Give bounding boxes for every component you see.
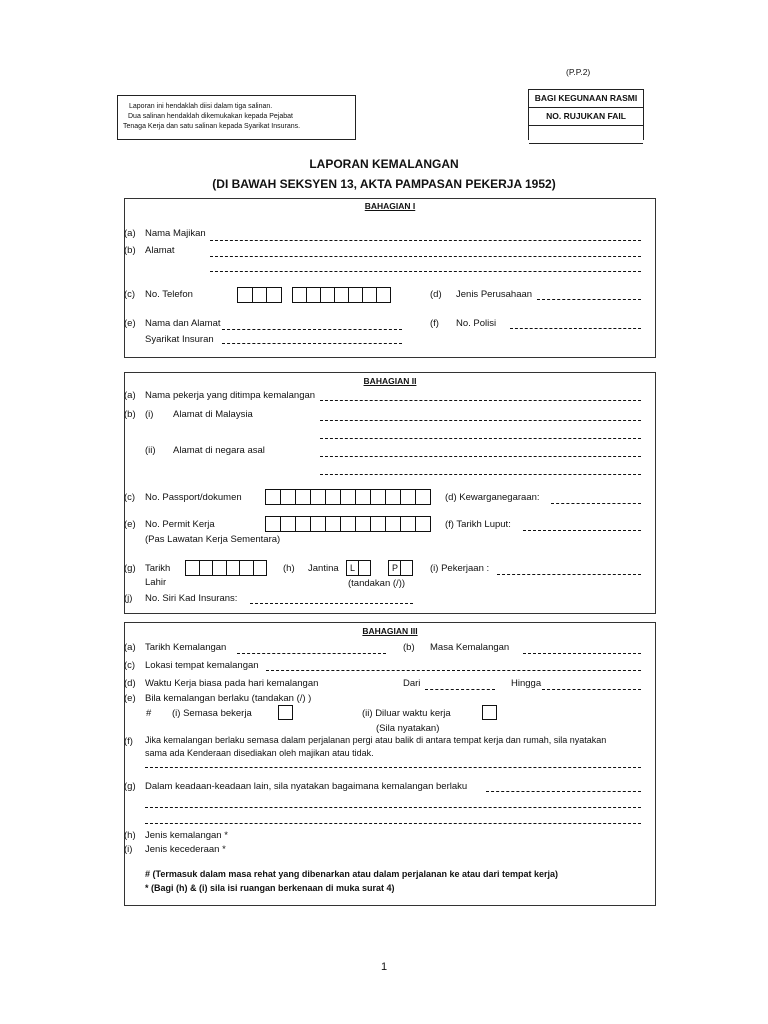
address-field-1[interactable] bbox=[210, 256, 641, 257]
character-box[interactable] bbox=[296, 490, 311, 504]
instruction-line: Tenaga Kerja dan satu salinan kepada Syarikat Insurans. bbox=[123, 123, 301, 130]
item-index: (f) bbox=[124, 736, 133, 747]
work-permit-boxes[interactable] bbox=[265, 516, 431, 532]
form-code: (P.P.2) bbox=[566, 67, 591, 77]
item-index: (h) bbox=[283, 563, 295, 574]
to-label: Hingga bbox=[511, 678, 542, 689]
character-box[interactable] bbox=[326, 517, 341, 531]
item-index: (f) bbox=[430, 318, 439, 329]
character-box[interactable] bbox=[371, 517, 386, 531]
character-box[interactable] bbox=[238, 288, 253, 302]
item-index: (a) bbox=[124, 390, 136, 401]
instructions-box bbox=[117, 95, 356, 140]
character-box[interactable] bbox=[321, 288, 335, 302]
character-box[interactable] bbox=[341, 517, 356, 531]
character-box[interactable] bbox=[200, 561, 214, 575]
work-permit-sublabel: (Pas Lawatan Kerja Sementara) bbox=[145, 534, 281, 545]
from-label: Dari bbox=[403, 678, 421, 689]
accident-time-label: Masa Kemalangan bbox=[430, 642, 510, 653]
item-index: (b) bbox=[403, 642, 415, 653]
insurance-card-field[interactable] bbox=[250, 603, 413, 604]
when-occurred-label: Bila kemalangan berlaku (tandakan (/) ) bbox=[145, 693, 312, 704]
item-index: (c) bbox=[124, 289, 136, 300]
file-ref-value[interactable] bbox=[529, 126, 643, 144]
work-permit-label: No. Permit Kerja bbox=[145, 519, 215, 530]
section-heading: BAHAGIAN III bbox=[362, 626, 418, 636]
page-number: 1 bbox=[381, 961, 388, 973]
accident-date-field[interactable] bbox=[237, 653, 386, 654]
page-subtitle: (DI BAWAH SEKSYEN 13, AKTA PAMPASAN PEKERJA 1952) bbox=[212, 177, 556, 191]
item-index: (e) bbox=[124, 519, 136, 530]
industry-type-label: Jenis Perusahaan bbox=[456, 289, 533, 300]
official-heading: BAGI KEGUNAAN RASMI bbox=[529, 90, 643, 108]
home-address-field-1[interactable] bbox=[320, 456, 641, 457]
character-box[interactable] bbox=[326, 490, 341, 504]
gender-male-box[interactable] bbox=[346, 560, 371, 576]
home-address-field-2[interactable] bbox=[320, 474, 641, 475]
insurance-card-label: No. Siri Kad Insurans: bbox=[145, 593, 238, 604]
character-box[interactable] bbox=[363, 288, 377, 302]
accident-date-label: Tarikh Kemalangan bbox=[145, 642, 227, 653]
character-box[interactable] bbox=[356, 490, 371, 504]
character-box[interactable] bbox=[349, 288, 363, 302]
from-field[interactable] bbox=[425, 689, 495, 690]
expiry-date-label: (f) Tarikh Luput: bbox=[445, 519, 511, 530]
character-box[interactable] bbox=[186, 561, 200, 575]
character-box[interactable] bbox=[254, 561, 268, 575]
character-box[interactable] bbox=[356, 517, 371, 531]
section-heading: BAHAGIAN I bbox=[364, 201, 416, 211]
commute-question-2: sama ada Kenderaan disediakan oleh majikan atau tidak. bbox=[145, 748, 374, 758]
dob-boxes[interactable] bbox=[185, 560, 267, 576]
other-circumstances-label: Dalam keadaan-keadaan lain, sila nyatakan bagaimana kemalangan berlaku bbox=[145, 781, 468, 792]
instruction-line: Laporan ini hendaklah diisi dalam tiga salinan. bbox=[129, 103, 273, 110]
character-box[interactable] bbox=[386, 517, 401, 531]
during-work-checkbox[interactable] bbox=[278, 705, 293, 720]
accident-type-label: Jenis kemalangan * bbox=[145, 830, 228, 841]
phone-label: No. Telefon bbox=[145, 289, 193, 300]
gender-male-checkbox[interactable] bbox=[359, 561, 371, 575]
malaysia-address-field-1[interactable] bbox=[320, 420, 641, 421]
outside-work-hint: (Sila nyatakan) bbox=[376, 723, 440, 734]
passport-label: No. Passport/dokumen bbox=[145, 492, 242, 503]
official-use-box bbox=[528, 89, 644, 140]
employer-name-label: Nama Majikan bbox=[145, 228, 206, 239]
location-label: Lokasi tempat kemalangan bbox=[145, 660, 259, 671]
section-heading: BAHAGIAN II bbox=[363, 376, 417, 386]
address-label: Alamat bbox=[145, 245, 175, 256]
item-index: (a) bbox=[124, 642, 136, 653]
character-box[interactable] bbox=[266, 517, 281, 531]
character-box[interactable] bbox=[311, 490, 326, 504]
character-box[interactable] bbox=[416, 490, 431, 504]
insurer-label: Nama dan Alamat bbox=[145, 318, 221, 329]
nationality-label: (d) Kewarganegaraan: bbox=[445, 492, 540, 503]
outside-work-label: (ii) Diluar waktu kerja bbox=[362, 708, 451, 719]
insurer-field-2[interactable] bbox=[222, 343, 402, 344]
character-box[interactable] bbox=[213, 561, 227, 575]
during-work-label: (i) Semasa bekerja bbox=[172, 708, 252, 719]
other-circumstances-field-3[interactable] bbox=[145, 823, 641, 824]
gender-female-checkbox[interactable] bbox=[401, 561, 413, 575]
item-index: (b) bbox=[124, 409, 136, 420]
dob-label-2: Lahir bbox=[145, 577, 167, 588]
character-box[interactable] bbox=[253, 288, 268, 302]
worker-name-label: Nama pekerja yang ditimpa kemalangan bbox=[145, 390, 316, 401]
character-box[interactable] bbox=[240, 561, 254, 575]
instruction-line: Dua salinan hendaklah dikemukakan kepada Pejabat bbox=[128, 113, 294, 120]
malaysia-address-label: Alamat di Malaysia bbox=[173, 409, 253, 420]
character-box[interactable] bbox=[307, 288, 321, 302]
character-box[interactable] bbox=[371, 490, 386, 504]
phone-number-boxes[interactable] bbox=[292, 287, 391, 303]
other-circumstances-field-1[interactable] bbox=[486, 791, 641, 792]
character-box[interactable] bbox=[296, 517, 311, 531]
character-box[interactable] bbox=[341, 490, 356, 504]
character-box[interactable] bbox=[335, 288, 349, 302]
item-index: (d) bbox=[430, 289, 442, 300]
occupation-field[interactable] bbox=[497, 574, 641, 575]
gender-male-letter: L bbox=[347, 561, 359, 575]
character-box[interactable] bbox=[401, 490, 416, 504]
character-box[interactable] bbox=[267, 288, 282, 302]
gender-label: Jantina bbox=[308, 563, 339, 574]
character-box[interactable] bbox=[281, 490, 296, 504]
item-index: (b) bbox=[124, 245, 136, 256]
item-index: (h) bbox=[124, 830, 136, 841]
home-address-label: Alamat di negara asal bbox=[173, 445, 265, 456]
gender-hint: (tandakan (/)) bbox=[348, 578, 406, 589]
character-box[interactable] bbox=[266, 490, 281, 504]
item-index: (d) bbox=[124, 678, 136, 689]
commute-answer-field[interactable] bbox=[145, 767, 641, 768]
accident-time-field[interactable] bbox=[523, 653, 641, 654]
character-box[interactable] bbox=[401, 517, 416, 531]
item-index: (a) bbox=[124, 228, 136, 239]
expiry-date-field[interactable] bbox=[523, 530, 641, 531]
item-index: (i) bbox=[124, 844, 133, 855]
item-index: (i) bbox=[145, 409, 154, 420]
outside-work-checkbox[interactable] bbox=[482, 705, 497, 720]
character-box[interactable] bbox=[311, 517, 326, 531]
footnote-hash: # (Termasuk dalam masa rehat yang dibenarkan atau dalam perjalanan ke atau dari tempat kerja) bbox=[145, 869, 558, 879]
malaysia-address-field-2[interactable] bbox=[320, 438, 641, 439]
work-hours-label: Waktu Kerja biasa pada hari kemalangan bbox=[145, 678, 319, 689]
character-box[interactable] bbox=[416, 517, 431, 531]
character-box[interactable] bbox=[227, 561, 241, 575]
character-box[interactable] bbox=[386, 490, 401, 504]
policy-no-field[interactable] bbox=[510, 328, 641, 329]
item-index: (g) bbox=[124, 563, 136, 574]
item-index: (g) bbox=[124, 781, 136, 792]
character-box[interactable] bbox=[293, 288, 307, 302]
nationality-field[interactable] bbox=[551, 503, 641, 504]
item-index: (e) bbox=[124, 693, 136, 704]
insurer-label-2: Syarikat Insuran bbox=[145, 334, 214, 345]
item-index: (c) bbox=[124, 660, 136, 671]
item-index: (c) bbox=[124, 492, 136, 503]
insurer-field-1[interactable] bbox=[222, 329, 402, 330]
industry-type-field[interactable] bbox=[537, 299, 641, 300]
address-field-2[interactable] bbox=[210, 271, 641, 272]
worker-name-field[interactable] bbox=[320, 400, 641, 401]
to-field[interactable] bbox=[542, 689, 641, 690]
hash-marker: # bbox=[146, 708, 152, 719]
phone-area-code-boxes[interactable] bbox=[237, 287, 282, 303]
injury-type-label: Jenis kecederaan * bbox=[145, 844, 226, 855]
occupation-label: (i) Pekerjaan : bbox=[430, 563, 490, 574]
item-index: (j) bbox=[124, 593, 133, 604]
other-circumstances-field-2[interactable] bbox=[145, 807, 641, 808]
footnote-asterisk: * (Bagi (h) & (i) sila isi ruangan berkenaan di muka surat 4) bbox=[145, 883, 395, 893]
gender-female-letter: P bbox=[389, 561, 401, 575]
passport-boxes[interactable] bbox=[265, 489, 431, 505]
commute-question: Jika kemalangan berlaku semasa dalam perjalanan pergi atau balik di antara tempat kerja dan rumah, sila nyatakan bbox=[145, 735, 607, 745]
policy-no-label: No. Polisi bbox=[456, 318, 497, 329]
character-box[interactable] bbox=[281, 517, 296, 531]
gender-female-box[interactable] bbox=[388, 560, 413, 576]
dob-label: Tarikh bbox=[145, 563, 171, 574]
item-index: (e) bbox=[124, 318, 136, 329]
file-ref-label: NO. RUJUKAN FAIL bbox=[529, 108, 643, 126]
location-field[interactable] bbox=[266, 670, 641, 671]
item-index: (ii) bbox=[145, 445, 156, 456]
page-title: LAPORAN KEMALANGAN bbox=[309, 157, 459, 171]
employer-name-field[interactable] bbox=[210, 240, 641, 241]
character-box[interactable] bbox=[377, 288, 391, 302]
